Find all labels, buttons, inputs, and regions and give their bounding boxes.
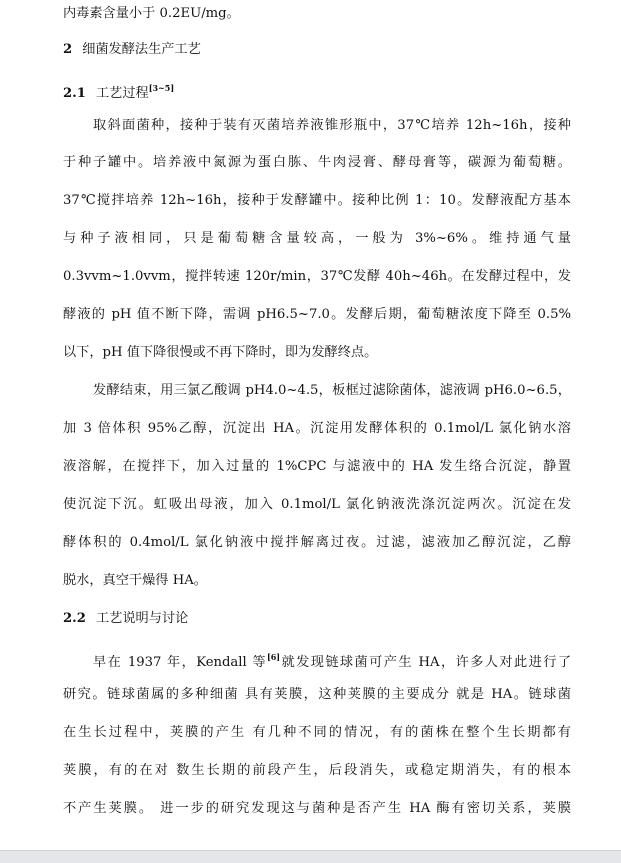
section-title: 细菌发酵法生产工艺: [82, 42, 201, 57]
paragraph-line: 酵液的 pH 值不断下降，需调 pH6.5~7.0。发酵后期，葡萄糖浓度下降至 0.5%: [63, 307, 571, 322]
citation-ref: [6]: [266, 652, 281, 662]
paragraph-line: 0.3vvm~1.0vvm，搅拌转速 120r/min，37℃发酵 40h~46h。在发酵过程中，发: [63, 269, 571, 284]
paragraph-line: 使沉淀下沉。虹吸出母液，加入 0.1mol/L 氯化钠液洗涤沉淀两次。沉淀在发: [63, 497, 571, 512]
paragraph-line: 与种子液相同，只是葡萄糖含量较高，一般为 3%~6%。维持通气量: [63, 231, 571, 246]
section-number: 2: [63, 42, 73, 57]
paragraph-line: 发酵结束，用三氯乙酸调 pH4.0~4.5，板框过滤除菌体，滤液调 pH6.0~6.5，: [93, 383, 571, 398]
paragraph-line: 研究。链球菌属的多种细菌 具有荚膜，这种荚膜的主要成分 就是 HA。链球菌: [63, 687, 571, 702]
paragraph-line: 取斜面菌种，接种于装有灭菌培养液锥形瓶中，37℃培养 12h~16h，接种: [93, 118, 571, 133]
paragraph-line: 荚膜，有的在对 数生长期的前段产生，后段消失，或稳定期消失，有的根本: [63, 763, 571, 778]
section-heading-2-1: [63, 78, 174, 104]
paragraph-line: 以下，pH 值下降很慢或不再下降时，即为发酵终点。: [63, 345, 378, 360]
section-title: 工艺过程: [95, 86, 149, 101]
section-number: 2.1: [63, 86, 86, 101]
paragraph-text: 早在 1937 年，Kendall 等: [93, 655, 267, 670]
section-title: 工艺说明与讨论: [95, 611, 189, 626]
section-heading-2-2: [63, 609, 188, 629]
paragraph-line: 不产生荚膜。 进一步的研究发现这与菌种是否产生 HA 酶有密切关系，荚膜: [63, 801, 571, 816]
section-heading-2: [63, 40, 201, 60]
paragraph-line: 在生长过程中，荚膜的产生 有几种不同的情况，有的菌株在整个生长期都有: [63, 725, 571, 740]
viewer-bottom-bar: [0, 850, 621, 863]
paragraph-line: 酵体积的 0.4mol/L 氯化钠液中搅拌解离过夜。过滤，滤液加乙醇沉淀，乙醇: [63, 535, 571, 550]
paragraph-line: 加 3 倍体积 95%乙醇，沉淀出 HA。沉淀用发酵体积的 0.1mol/L 氯化钠水溶: [63, 421, 571, 436]
paragraph-line: 脱水，真空干燥得 HA。: [63, 573, 207, 588]
citation-ref: [3~5]: [148, 83, 175, 93]
paragraph-line: 于种子罐中。培养液中氮源为蛋白胨、牛肉浸膏、酵母膏等，碳源为葡萄糖。: [63, 155, 571, 170]
paragraph-line: 37℃搅拌培养 12h~16h，接种于发酵罐中。接种比例 1：10。发酵液配方基本: [63, 193, 571, 208]
paragraph-text: 就发现链球菌可产生 HA，许多人对此进行了: [280, 655, 572, 670]
paragraph-line: 内毒素含量小于 0.2EU/mg。: [63, 6, 240, 21]
paragraph-line: 液溶解，在搅拌下，加入过量的 1%CPC 与滤液中的 HA 发生络合沉淀，静置: [63, 459, 571, 474]
section-number: 2.2: [63, 611, 86, 626]
paragraph-line: [93, 647, 571, 673]
